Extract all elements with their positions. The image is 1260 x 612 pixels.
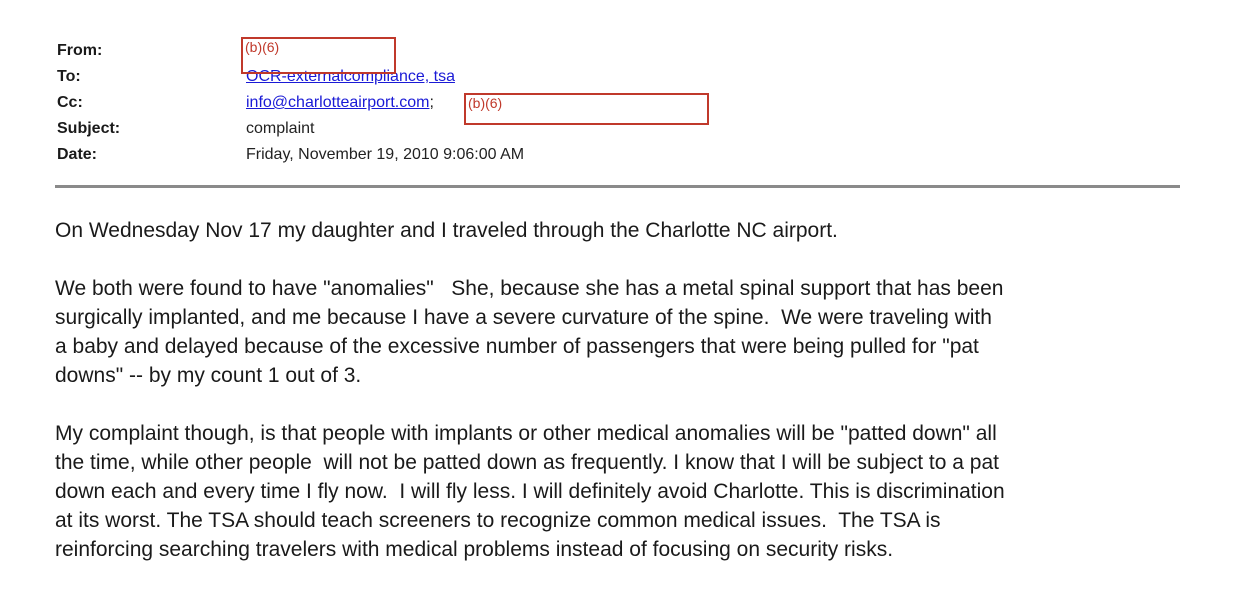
body-line: at its worst. The TSA should teach screeners to recognize common medical issues. The TSA is <box>55 509 941 532</box>
cc-label: Cc: <box>57 94 83 111</box>
to-link[interactable]: OCR-externalcompliance, tsa <box>246 68 455 85</box>
subject-value: complaint <box>246 120 315 137</box>
cc-redaction-box: (b)(6) <box>464 93 709 125</box>
cc-separator: ; <box>429 94 434 111</box>
email-body <box>55 216 1205 593</box>
from-redaction-box: (b)(6) <box>241 37 396 74</box>
body-line: reinforcing searching travelers with medical problems instead of focusing on security risks. <box>55 538 894 561</box>
body-line: down each and every time I fly now. I will fly less. I will definitely avoid Charlotte. This is discrimination <box>55 480 1005 503</box>
to-label: To: <box>57 68 81 85</box>
cc-email-link[interactable]: info@charlotteairport.com <box>246 94 430 111</box>
body-line: My complaint though, is that people with implants or other medical anomalies will be "patted down" all <box>55 422 997 445</box>
body-paragraph-2 <box>55 274 1205 390</box>
body-line: downs" -- by my count 1 out of 3. <box>55 364 362 387</box>
body-line: surgically implanted, and me because I have a severe curvature of the spine. We were traveling with <box>55 306 992 329</box>
from-row <box>57 38 1177 64</box>
date-value: Friday, November 19, 2010 9:06:00 AM <box>246 146 525 163</box>
header-divider <box>55 185 1180 188</box>
date-row <box>57 142 1177 168</box>
body-line: On Wednesday Nov 17 my daughter and I traveled through the Charlotte NC airport. <box>55 219 838 242</box>
to-row <box>57 64 1177 90</box>
body-paragraph-3 <box>55 419 1205 564</box>
body-line: the time, while other people will not be patted down as frequently. I know that I will be subject to a pat <box>55 451 999 474</box>
cc-value <box>246 94 434 112</box>
date-label: Date: <box>57 146 98 163</box>
body-line: We both were found to have "anomalies" She, because she has a metal spinal support that has been <box>55 277 1004 300</box>
body-paragraph-1 <box>55 216 1205 245</box>
body-line: a baby and delayed because of the excessive number of passengers that were being pulled for "pat <box>55 335 979 358</box>
subject-label: Subject: <box>57 120 121 137</box>
from-label: From: <box>57 42 103 59</box>
